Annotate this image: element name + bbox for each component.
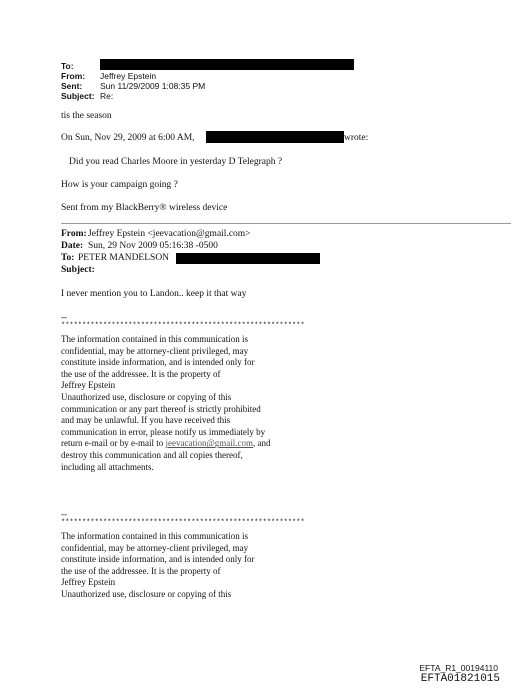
quote-intro-suffix: wrote: bbox=[344, 133, 369, 143]
disclaimer-line: communication in error, please notify us immediately by bbox=[61, 426, 266, 437]
disclaimer-line: constitute inside information, and is intended only for bbox=[61, 357, 255, 368]
disclaimer-line: Jeffrey Epstein bbox=[61, 577, 116, 588]
from-value: Jeffrey Epstein bbox=[100, 71, 157, 81]
subject-label: Subject: bbox=[61, 91, 95, 101]
footer-ref-large: EFTA01821015 bbox=[420, 673, 500, 685]
fwd-from-name: Jeffrey Epstein <jeevacation@gmail.com> bbox=[88, 229, 251, 239]
redacted-block bbox=[206, 131, 344, 143]
fwd-to-value: PETER MANDELSON bbox=[78, 253, 170, 263]
disclaimer-email-line: return e-mail or by e-mail to jeevacation@gmail.com, and bbox=[61, 438, 271, 449]
redacted-block bbox=[176, 253, 320, 264]
disclaimer-line: Jeffrey Epstein bbox=[61, 380, 116, 391]
fwd-to-label: To: bbox=[61, 253, 75, 263]
quoted-line: How is your campaign going ? bbox=[61, 180, 178, 190]
sent-value: Sun 11/29/2009 1:08:35 PM bbox=[100, 81, 206, 91]
disclaimer-line: including all attachments. bbox=[61, 461, 154, 472]
star-separator: ********************************************************** bbox=[61, 519, 305, 527]
fwd-from-email: <jeevacation@gmail.com> bbox=[147, 229, 251, 239]
quoted-line: Sent from my BlackBerry® wireless device bbox=[61, 203, 228, 213]
redacted-block bbox=[100, 59, 354, 70]
disclaimer-line: the use of the addressee. It is the property of bbox=[61, 565, 221, 576]
fwd-date-label: Date: bbox=[61, 241, 84, 251]
email-link[interactable]: jeevacation@gmail.com bbox=[165, 438, 253, 449]
fwd-subject-label: Subject: bbox=[61, 265, 95, 275]
disclaimer-line: The information contained in this communication is bbox=[61, 334, 248, 344]
disclaimer-line: confidential, may be attorney-client privileged, may bbox=[61, 542, 249, 553]
disclaimer-line: destroy this communication and all copies thereof, bbox=[61, 449, 243, 460]
disclaimer-line: constitute inside information, and is intended only for bbox=[61, 554, 255, 565]
fwd-from-label: From: bbox=[61, 229, 87, 239]
disclaimer-line: and may be unlawful. If you have received this bbox=[61, 415, 231, 426]
separator-dash: -- bbox=[61, 312, 67, 322]
subject-value: Re: bbox=[100, 91, 114, 101]
divider bbox=[61, 223, 511, 224]
disclaimer-line: communication or any part thereof is strictly prohibited bbox=[61, 403, 261, 414]
disclaimer-line: Unauthorized use, disclosure or copying of this bbox=[61, 391, 232, 402]
quoted-line: Did you read Charles Moore in yesterday D Telegraph ? bbox=[69, 157, 283, 167]
message-text: I never mention you to Landon.. keep it that way bbox=[61, 289, 247, 299]
disclaimer-block bbox=[61, 531, 254, 601]
footer-ref-small: EFTA_R1_00194110 bbox=[419, 663, 498, 673]
sent-label: Sent: bbox=[61, 81, 83, 91]
fwd-date-value: Sun, 29 Nov 2009 05:16:38 -0500 bbox=[88, 241, 218, 251]
disclaimer-line: Unauthorized use, disclosure or copying of this bbox=[61, 588, 232, 599]
quote-intro-prefix: On Sun, Nov 29, 2009 at 6:00 AM, bbox=[61, 133, 195, 143]
disclaimer-line: The information contained in this communication is bbox=[61, 531, 248, 541]
separator-dash: -- bbox=[61, 509, 67, 519]
to-label: To: bbox=[61, 61, 74, 71]
disclaimer-block bbox=[61, 334, 270, 473]
star-separator: ********************************************************** bbox=[61, 322, 305, 330]
from-label: From: bbox=[61, 71, 86, 81]
disclaimer-line: confidential, may be attorney-client privileged, may bbox=[61, 345, 249, 356]
reply-text: tis the season bbox=[61, 111, 112, 121]
disclaimer-line: the use of the addressee. It is the property of bbox=[61, 368, 221, 379]
